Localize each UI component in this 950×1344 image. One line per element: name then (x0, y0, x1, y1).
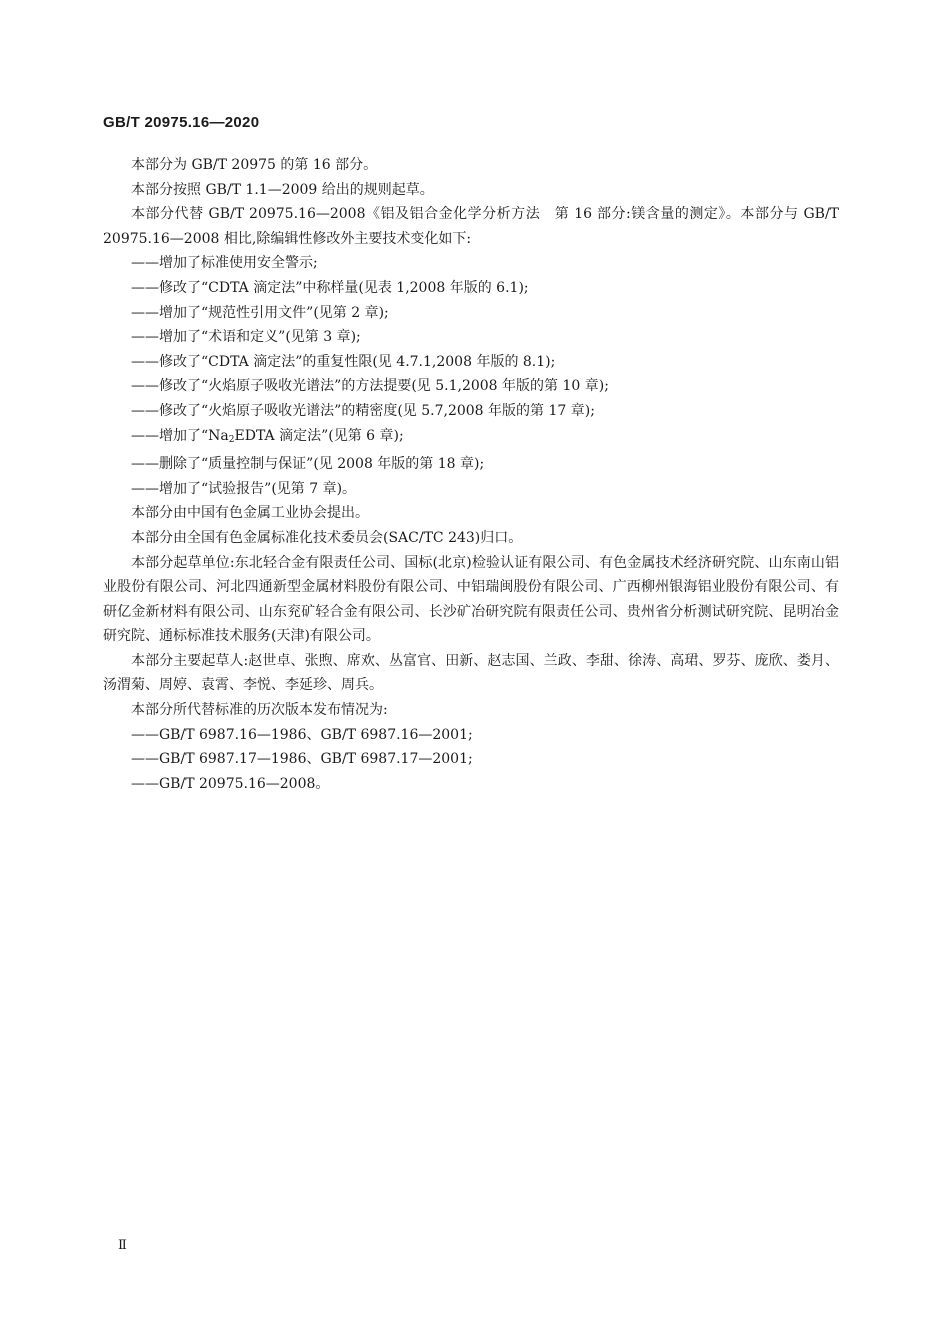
change-item: ——增加了标准使用安全警示; (131, 255, 318, 272)
history-item: ——GB/T 6987.17—1986、GB/T 6987.17—2001; (131, 751, 473, 768)
change-item: ——修改了“CDTA 滴定法”的重复性限(见 4.7.1,2008 年版的 8.1); (131, 353, 556, 370)
change-item: ——删除了“质量控制与保证”(见 2008 年版的第 18 章); (131, 456, 485, 473)
na-item-suffix: EDTA 滴定法”(见第 6 章); (234, 427, 404, 444)
paragraph-proposer: 本部分由中国有色金属工业协会提出。 (131, 505, 369, 522)
document-code-header: GB/T 20975.16—2020 (103, 114, 260, 131)
na-item-prefix: ——增加了“Na (131, 427, 229, 444)
change-item-na2edta (103, 424, 839, 453)
paragraph-replacement: 本部分代替 GB/T 20975.16—2008《铝及铝合金化学分析方法 第 16 部分:镁含量的测定》。本部分与 GB/T 20975.16—2008 相比,除编辑性修改外主要技术变化如下: (103, 206, 839, 247)
paragraph-drafting-rules: 本部分按照 GB/T 1.1—2009 给出的规则起草。 (131, 181, 434, 198)
paragraph-drafters: 本部分主要起草人:赵世卓、张煦、席欢、丛富官、田新、赵志国、兰政、李甜、徐涛、高珺、罗芬、庞欣、娄月、汤渭菊、周婷、袁霄、李悦、李延珍、周兵。 (103, 652, 839, 694)
paragraph-part-statement: 本部分为 GB/T 20975 的第 16 部分。 (131, 157, 378, 173)
change-item: ——修改了“火焰原子吸收光谱法”的精密度(见 5.7,2008 年版的第 17 章); (131, 402, 595, 419)
page-number: Ⅱ (118, 1238, 127, 1253)
na-item-subscript: 2 (228, 434, 235, 445)
foreword-body (103, 153, 839, 796)
paragraph-drafting-units: 本部分起草单位:东北轻合金有限责任公司、国标(北京)检验认证有限公司、有色金属技术经济研究院、山东南山铝业股份有限公司、河北四通新型金属材料股份有限公司、中铝瑞闽股份有限公司、广西柳州银海铝业股份有限公司、有研亿金新材料有限公司、山东兖矿轻合金有限公司、长沙矿冶研究院有限责任公司、贵州省分析测试研究院、昆明冶金研究院、通标标准技术服务(天津)有限公司。 (103, 554, 839, 645)
paragraph-history-intro: 本部分所代替标准的历次版本发布情况为: (131, 702, 388, 719)
change-item: ——修改了“火焰原子吸收光谱法”的方法提要(见 5.1,2008 年版的第 10 章); (131, 378, 609, 395)
paragraph-committee: 本部分由全国有色金属标准化技术委员会(SAC/TC 243)归口。 (131, 529, 523, 546)
change-item: ——增加了“规范性引用文件”(见第 2 章); (131, 304, 389, 321)
change-item: ——增加了“术语和定义”(见第 3 章); (131, 329, 361, 346)
history-item: ——GB/T 6987.16—1986、GB/T 6987.16—2001; (131, 726, 473, 743)
change-item: ——增加了“试验报告”(见第 7 章)。 (131, 480, 357, 497)
change-item: ——修改了“CDTA 滴定法”中称样量(见表 1,2008 年版的 6.1); (131, 279, 529, 296)
history-item: ——GB/T 20975.16—2008。 (131, 775, 330, 792)
